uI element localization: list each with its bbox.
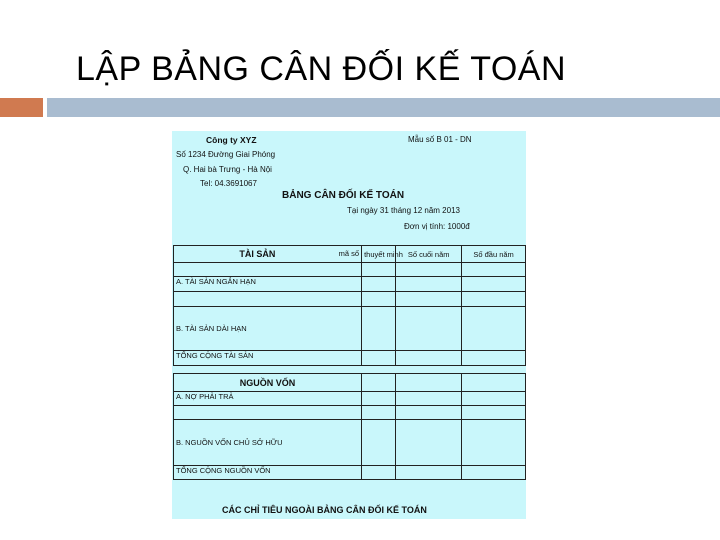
balance-sheet-document — [172, 131, 526, 519]
accent-bar-orange — [0, 98, 43, 117]
column-header-end-of-year: Số cuối năm — [396, 246, 462, 263]
assets-table — [173, 245, 526, 366]
company-phone: Tel: 04.3691067 — [200, 179, 257, 188]
table-row — [174, 466, 526, 480]
sources-table — [173, 373, 526, 480]
document-heading: BẢNG CÂN ĐỐI KẾ TOÁN — [282, 190, 405, 201]
table-row — [174, 392, 526, 406]
accent-bar-blue — [47, 98, 720, 117]
row-label-liabilities: A. NỢ PHẢI TRẢ — [174, 392, 362, 406]
sources-header: NGUỒN VỐN — [174, 374, 362, 392]
table-row — [174, 263, 526, 277]
form-code: Mẫu số B 01 - DN — [408, 135, 472, 144]
column-header-assets: TÀI SẢN mã số — [174, 246, 362, 263]
table-row — [174, 406, 526, 420]
company-name: Công ty XYZ — [206, 135, 257, 145]
row-label-owners-equity: B. NGUỒN VỐN CHỦ SỞ HỮU — [174, 420, 362, 466]
company-address-line-2: Q. Hai bà Trưng - Hà Nội — [183, 165, 272, 174]
table-row — [174, 351, 526, 366]
table-row — [174, 292, 526, 307]
table-row — [174, 307, 526, 351]
report-date: Tại ngày 31 tháng 12 năm 2013 — [347, 206, 460, 215]
table-row — [174, 420, 526, 466]
column-header-beginning-of-year: Số đầu năm — [462, 246, 526, 263]
row-label-total-assets: TỔNG CỘNG TÀI SẢN — [174, 351, 362, 366]
row-label-total-sources: TỔNG CỘNG NGUỒN VỐN — [174, 466, 362, 480]
row-label-long-term-assets: B. TÀI SẢN DÀI HẠN — [174, 307, 362, 351]
company-address-line-1: Số 1234 Đường Giai Phóng — [176, 150, 276, 159]
currency-unit: Đơn vị tính: 1000đ — [404, 222, 470, 231]
off-balance-sheet-footer: CÁC CHỈ TIÊU NGOÀI BẢNG CÂN ĐỐI KẾ TOÁN — [222, 505, 427, 515]
row-label-short-term-assets: A. TÀI SẢN NGẮN HẠN — [174, 277, 362, 292]
slide-title: LẬP BẢNG CÂN ĐỐI KẾ TOÁN — [76, 50, 567, 88]
column-header-code: mã số — [338, 249, 360, 258]
table-row — [174, 277, 526, 292]
column-header-note: thuyết minh — [362, 246, 396, 263]
